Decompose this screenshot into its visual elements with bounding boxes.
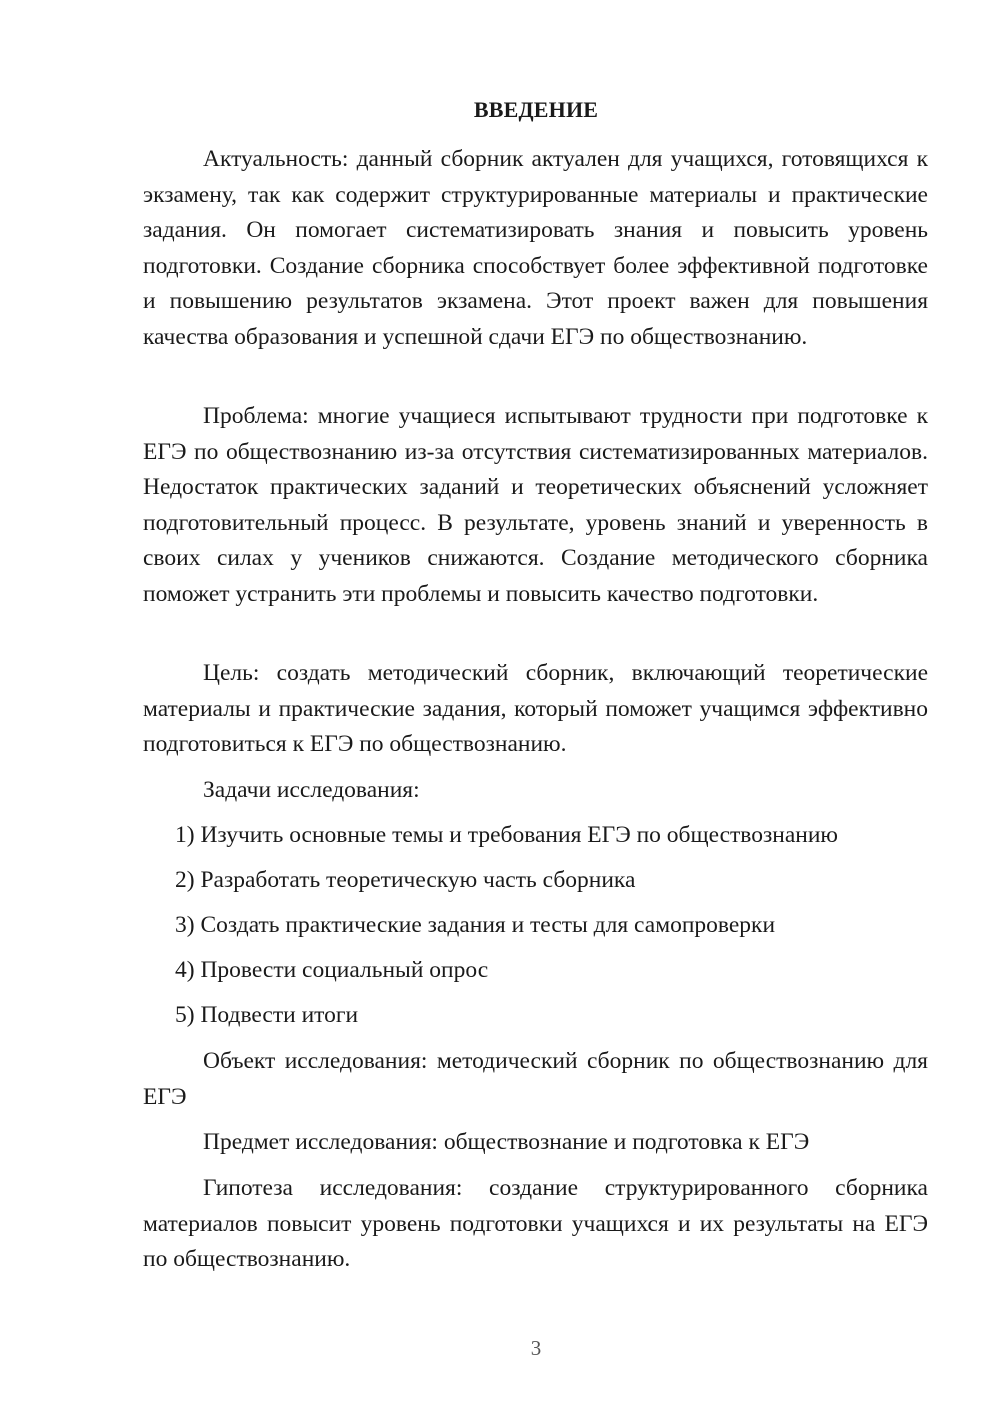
task-list-item: 3) Создать практические задания и тесты для самопроверки: [175, 912, 776, 938]
task-list-item: 1) Изучить основные темы и требования ЕГЭ по обществознанию: [175, 822, 838, 848]
goal-paragraph: Цель: создать методический сборник, включающий теоретические материалы и практические задания, который поможет учащимся эффективно подготовиться к ЕГЭ по обществознанию.: [143, 660, 928, 757]
task-list-item: 2) Разработать теоретическую часть сборника: [175, 867, 636, 893]
page-number: 3: [530, 1336, 542, 1360]
task-list-item: 4) Провести социальный опрос: [175, 957, 489, 983]
hypothesis-paragraph: Гипотеза исследования: создание структурированного сборника материалов повысит уровень подготовки учащихся и их результаты на ЕГЭ по обществознанию.: [143, 1175, 928, 1272]
page-title: ВВЕДЕНИЕ: [473, 97, 599, 122]
problem-paragraph: Проблема: многие учащиеся испытывают трудности при подготовке к ЕГЭ по обществознанию из-за отсутствия систематизированных материалов. Недостаток практических заданий и теоретических объяснений усложняет подготовительный процесс. В результате, уровень знаний и уверенность в своих силах у учеников снижаются. Создание методического сборника поможет устранить эти проблемы и повысить качество подготовки.: [143, 403, 928, 607]
tasks-heading: Задачи исследования:: [203, 777, 420, 803]
task-list-item: 5) Подвести итоги: [175, 1002, 359, 1028]
subject-paragraph: Предмет исследования: обществознание и подготовка к ЕГЭ: [203, 1129, 810, 1155]
object-paragraph: Объект исследования: методический сборник по обществознанию для ЕГЭ: [143, 1048, 928, 1110]
relevance-paragraph: Актуальность: данный сборник актуален для учащихся, готовящихся к экзамену, так как содержит структурированные материалы и практические задания. Он помогает систематизировать знания и повысить уровень подготовки. Создание сборника способствует более эффективной подготовке и повышению результатов экзамена. Этот проект важен для повышения качества образования и успешной сдачи ЕГЭ по обществознанию.: [143, 146, 928, 350]
